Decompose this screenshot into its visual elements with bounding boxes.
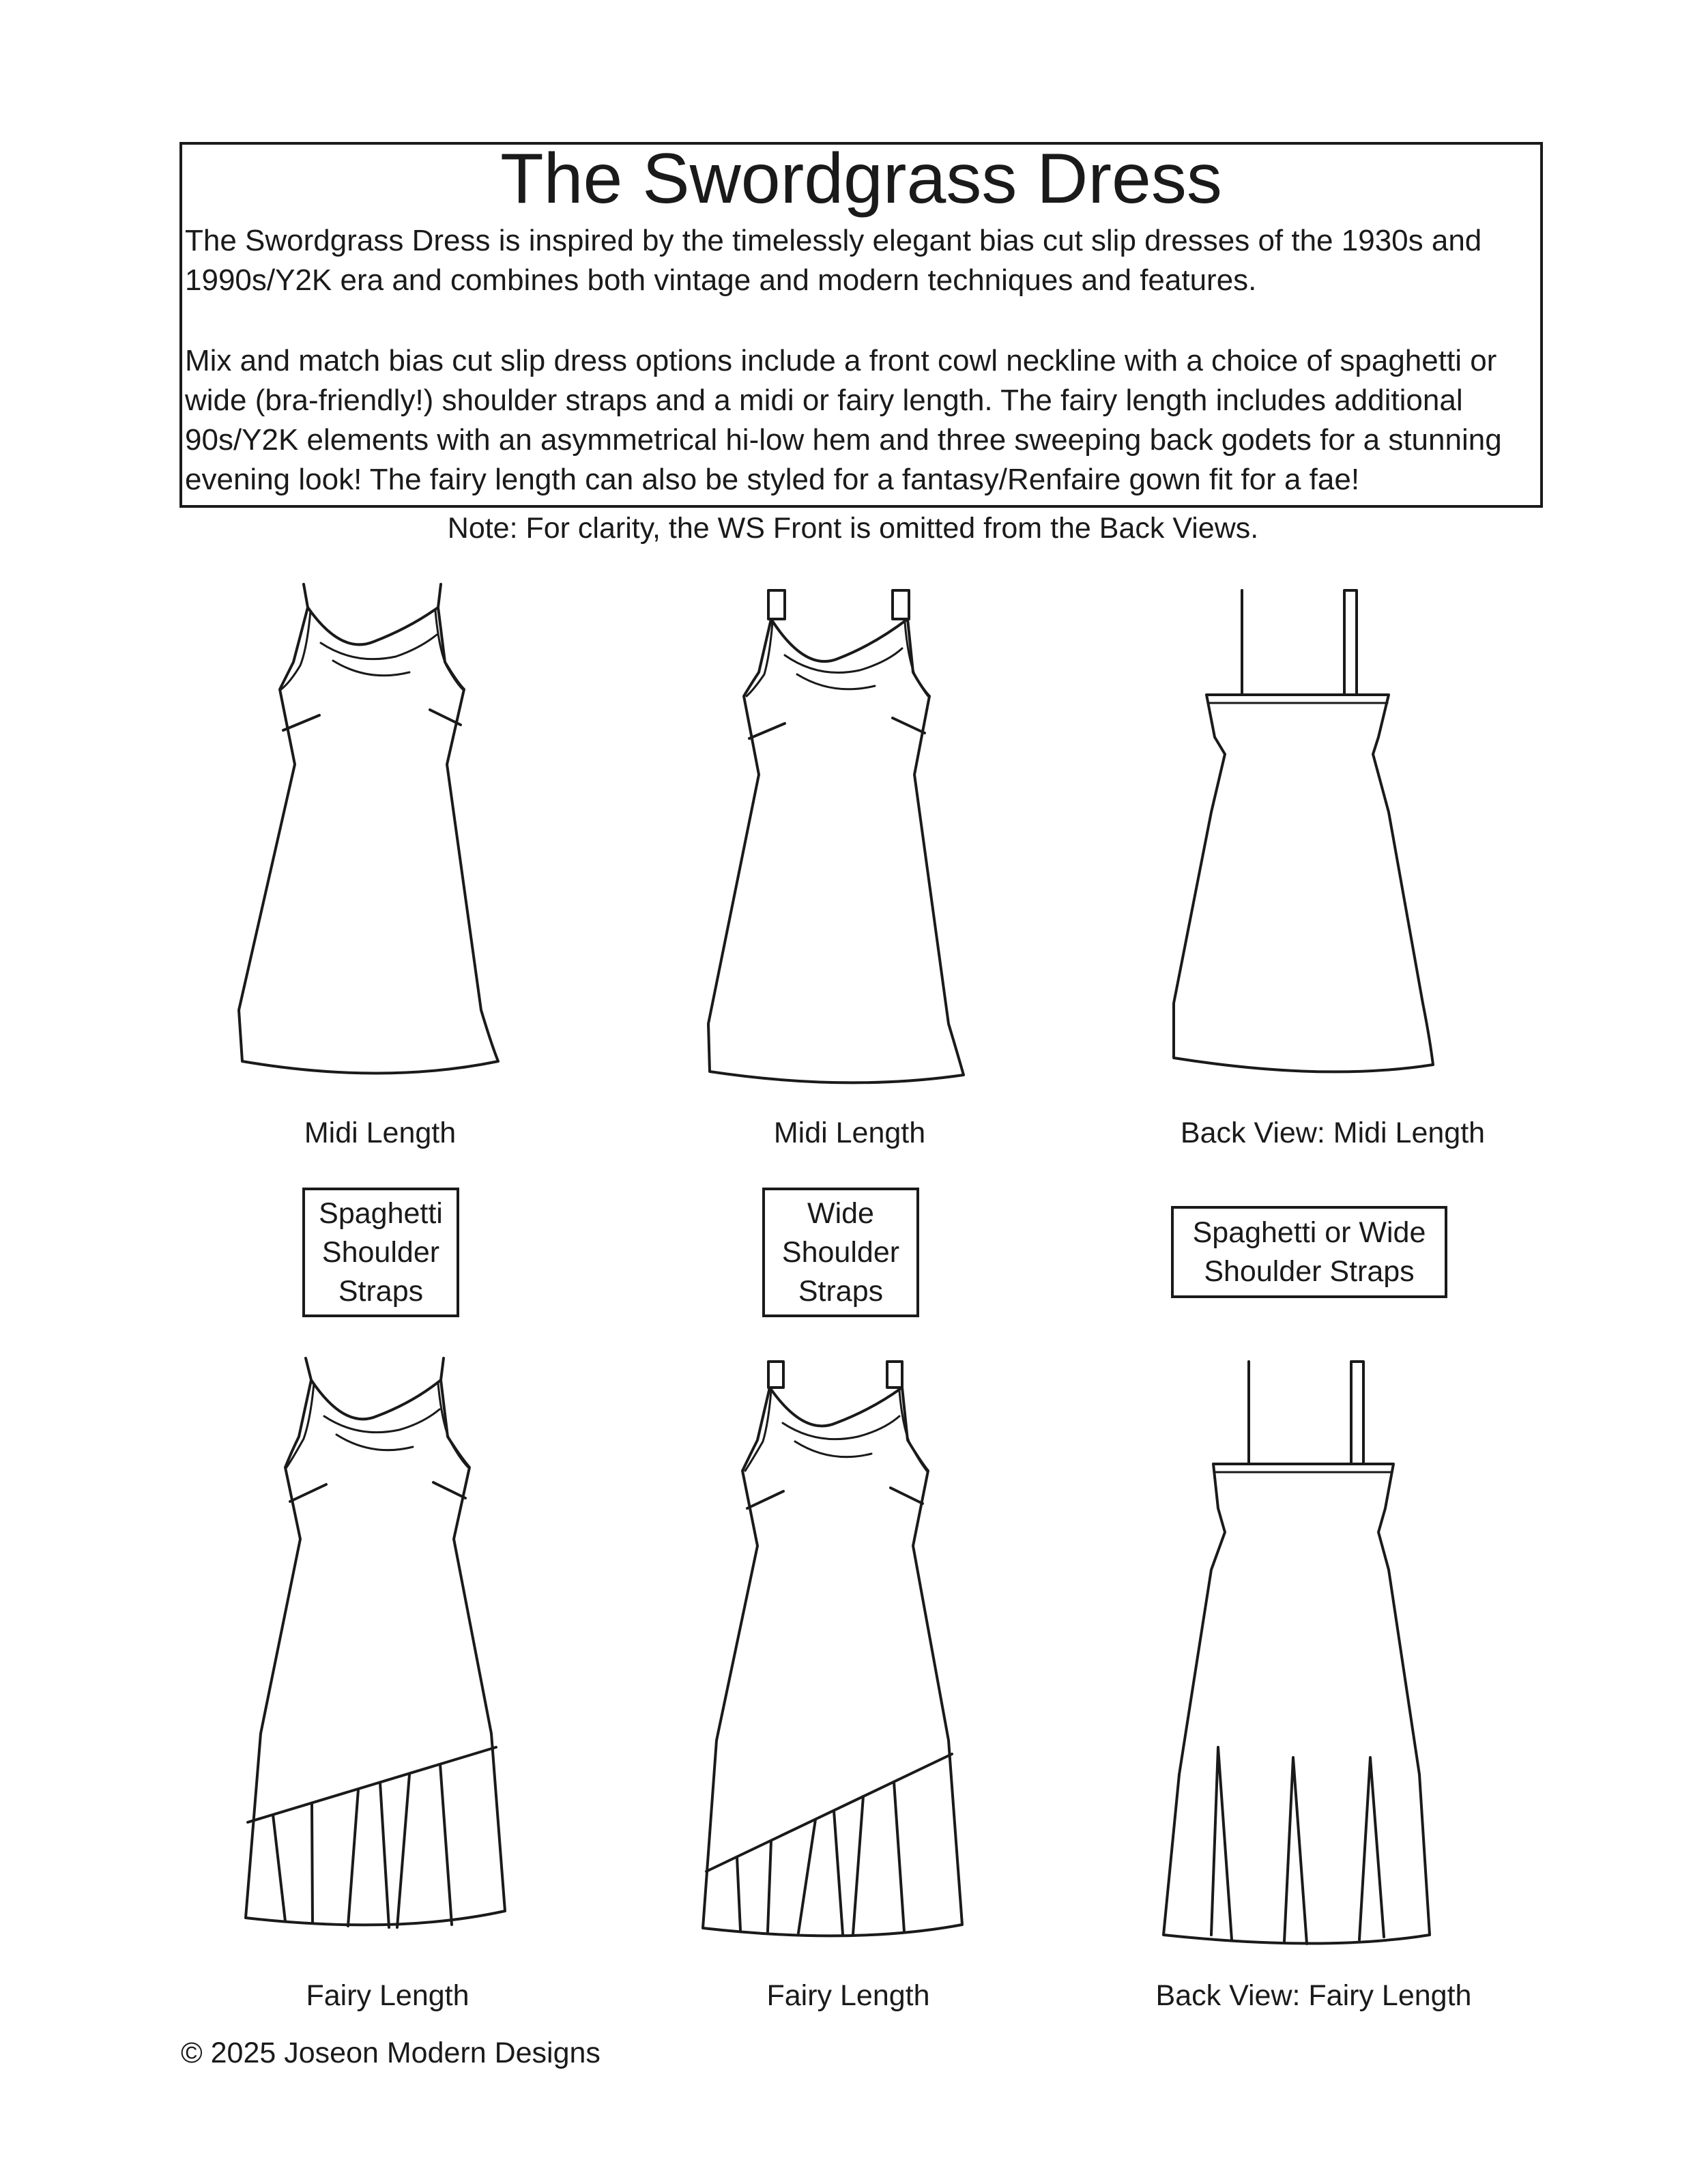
label-spaghetti-straps: [302, 1188, 459, 1317]
midi-wide-front-illustration: [708, 590, 964, 1082]
page-title: The Swordgrass Dress: [500, 139, 1222, 218]
caption-fairy-wide: Fairy Length: [766, 1979, 930, 2012]
copyright-footer: © 2025 Joseon Modern Designs: [181, 2037, 601, 2069]
label-spaghetti-straps-text: Spaghetti Shoulder Straps: [319, 1196, 443, 1308]
caption-midi-spaghetti: Midi Length: [304, 1117, 457, 1149]
midi-spaghetti-front-illustration: [239, 584, 498, 1074]
caption-midi-wide: Midi Length: [773, 1117, 926, 1149]
fairy-back-illustration: [1163, 1362, 1430, 1944]
label-either-straps-text: Spaghetti or Wide Shoulder Straps: [1192, 1216, 1426, 1288]
label-either-straps: [1171, 1206, 1447, 1298]
midi-back-illustration: [1174, 590, 1433, 1072]
intro-paragraph-2: Mix and match bias cut slip dress options include a front cowl neckline with a choice of spaghetti or wide (bra-friendly!) shoulder straps and a midi or fairy length. The fairy length includes additional 90s/Y2K elements with an asymmetrical hi-low hem and three sweeping back godets for a stunning evening look! The fairy length can also be styled for a fantasy/Renfaire gown fit for a fae!: [185, 344, 1502, 496]
caption-fairy-back: Back View: Fairy Length: [1155, 1979, 1472, 2012]
fairy-wide-front-illustration: [703, 1362, 962, 1936]
caption-midi-back: Back View: Midi Length: [1180, 1117, 1486, 1149]
intro-paragraph-1: The Swordgrass Dress is inspired by the timelessly elegant bias cut slip dresses of the 1930s and 1990s/Y2K era and combines both vintage and modern techniques and features.: [185, 224, 1482, 297]
label-wide-straps-text: Wide Shoulder Straps: [781, 1196, 900, 1308]
label-wide-straps: [762, 1188, 919, 1317]
clarity-note: Note: For clarity, the WS Front is omitted from the Back Views.: [447, 512, 1259, 545]
fairy-spaghetti-front-illustration: [246, 1358, 505, 1927]
caption-fairy-spaghetti: Fairy Length: [306, 1979, 469, 2012]
